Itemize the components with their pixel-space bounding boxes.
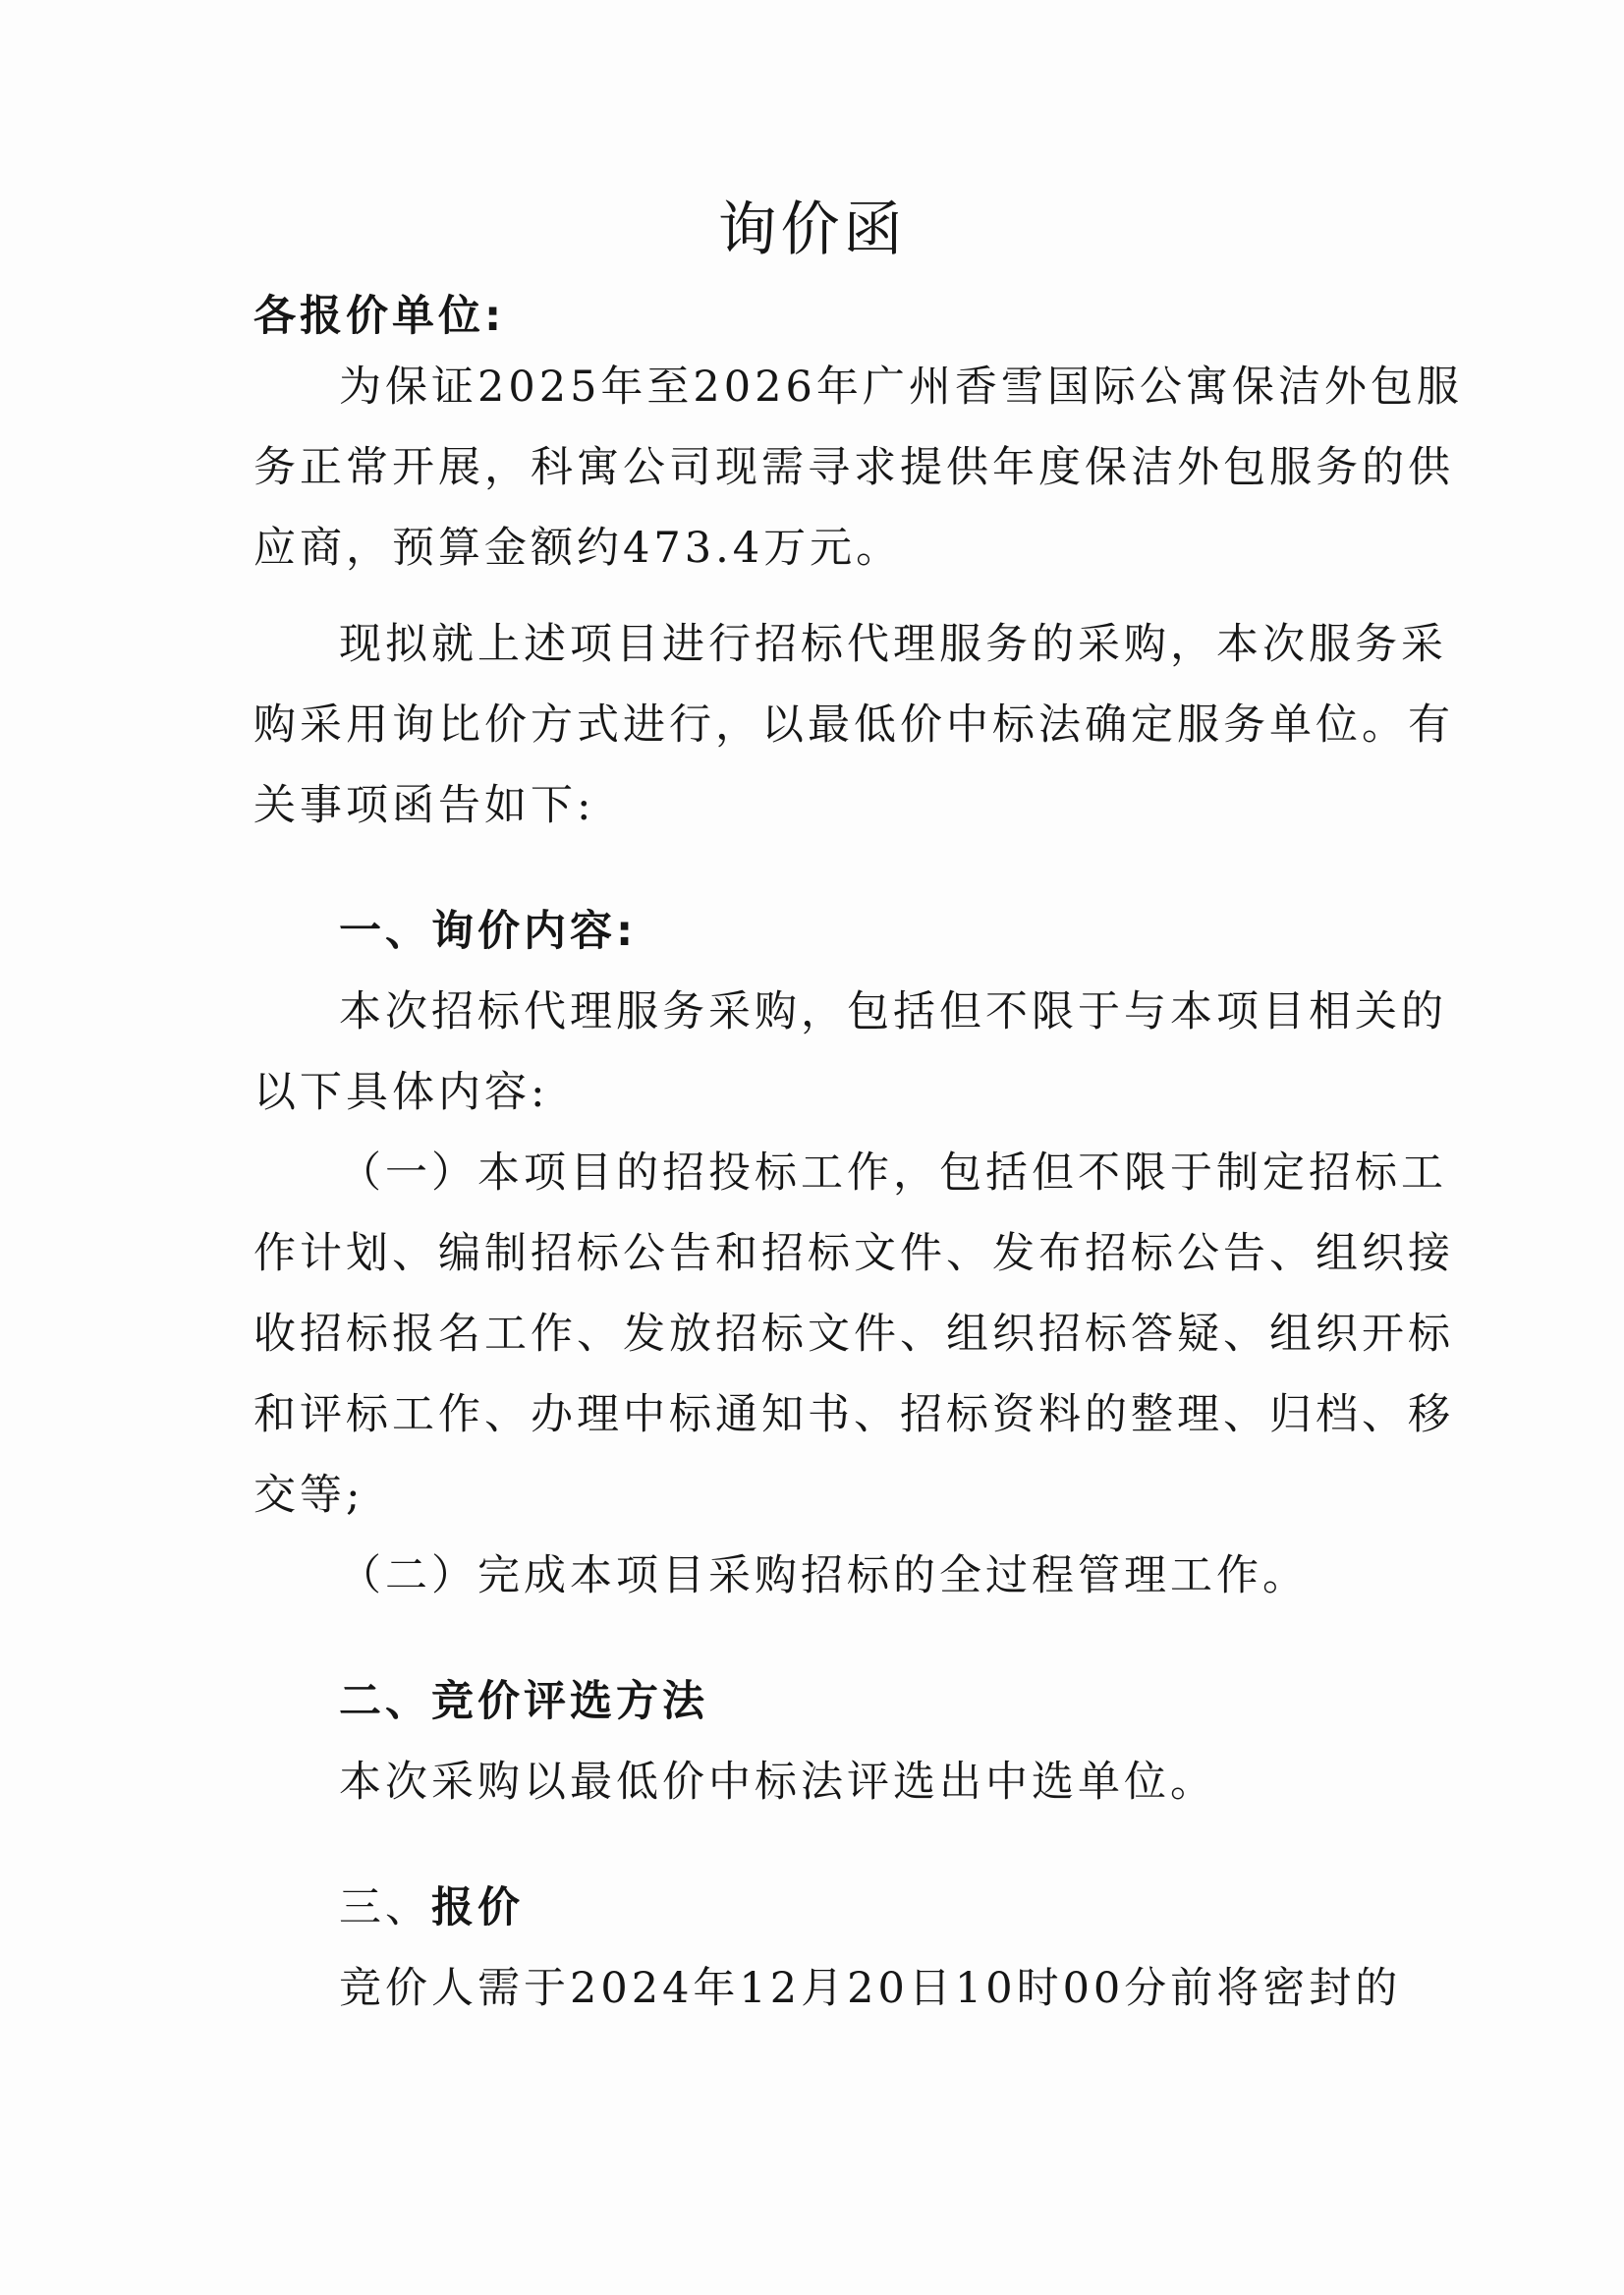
paragraph2-line3: 关事项函告如下: xyxy=(253,781,595,830)
paragraph2-line1: 现拟就上述项目进行招标代理服务的采购，本次服务采 xyxy=(339,620,1447,669)
section1-item1-line2: 作计划、编制招标公告和招标文件、发布招标公告、组织接 xyxy=(253,1229,1454,1278)
section1-item1-line5: 交等; xyxy=(253,1471,364,1520)
paragraph1-line1: 为保证2025年至2026年广州香雪国际公寓保洁外包服 xyxy=(339,363,1463,412)
salutation: 各报价单位: xyxy=(253,292,506,341)
section1-item2: （二）完成本项目采购招标的全过程管理工作。 xyxy=(339,1551,1309,1600)
document-title: 询价函 xyxy=(717,196,907,264)
section1-intro-line1: 本次招标代理服务采购，包括但不限于与本项目相关的 xyxy=(339,987,1447,1036)
paragraph2-line2: 购采用询比价方式进行，以最低价中标法确定服务单位。有 xyxy=(253,700,1454,750)
paragraph1-line3: 应商，预算金额约473.4万元。 xyxy=(253,524,903,573)
section1-item1-line3: 收招标报名工作、发放招标文件、组织招标答疑、组织开标 xyxy=(253,1310,1454,1359)
section3-heading-word: 报价 xyxy=(431,1883,524,1932)
paragraph1-line2: 务正常开展，科寓公司现需寻求提供年度保洁外包服务的供 xyxy=(253,443,1454,492)
section3-heading xyxy=(339,1878,1459,1937)
section2-heading: 二、竞价评选方法 xyxy=(339,1677,708,1726)
section3-heading-prefix: 三、 xyxy=(339,1883,431,1932)
section1-heading: 一、询价内容: xyxy=(339,907,638,956)
section1-intro-line2: 以下具体内容: xyxy=(253,1068,549,1117)
section1-item1-line1: （一）本项目的招投标工作，包括但不限于制定招标工 xyxy=(339,1148,1447,1198)
section3-text: 竞价人需于2024年12月20日10时00分前将密封的 xyxy=(339,1964,1402,2013)
section2-text: 本次采购以最低价中标法评选出中选单位。 xyxy=(339,1758,1216,1807)
section1-item1-line4: 和评标工作、办理中标通知书、招标资料的整理、归档、移 xyxy=(253,1390,1454,1439)
